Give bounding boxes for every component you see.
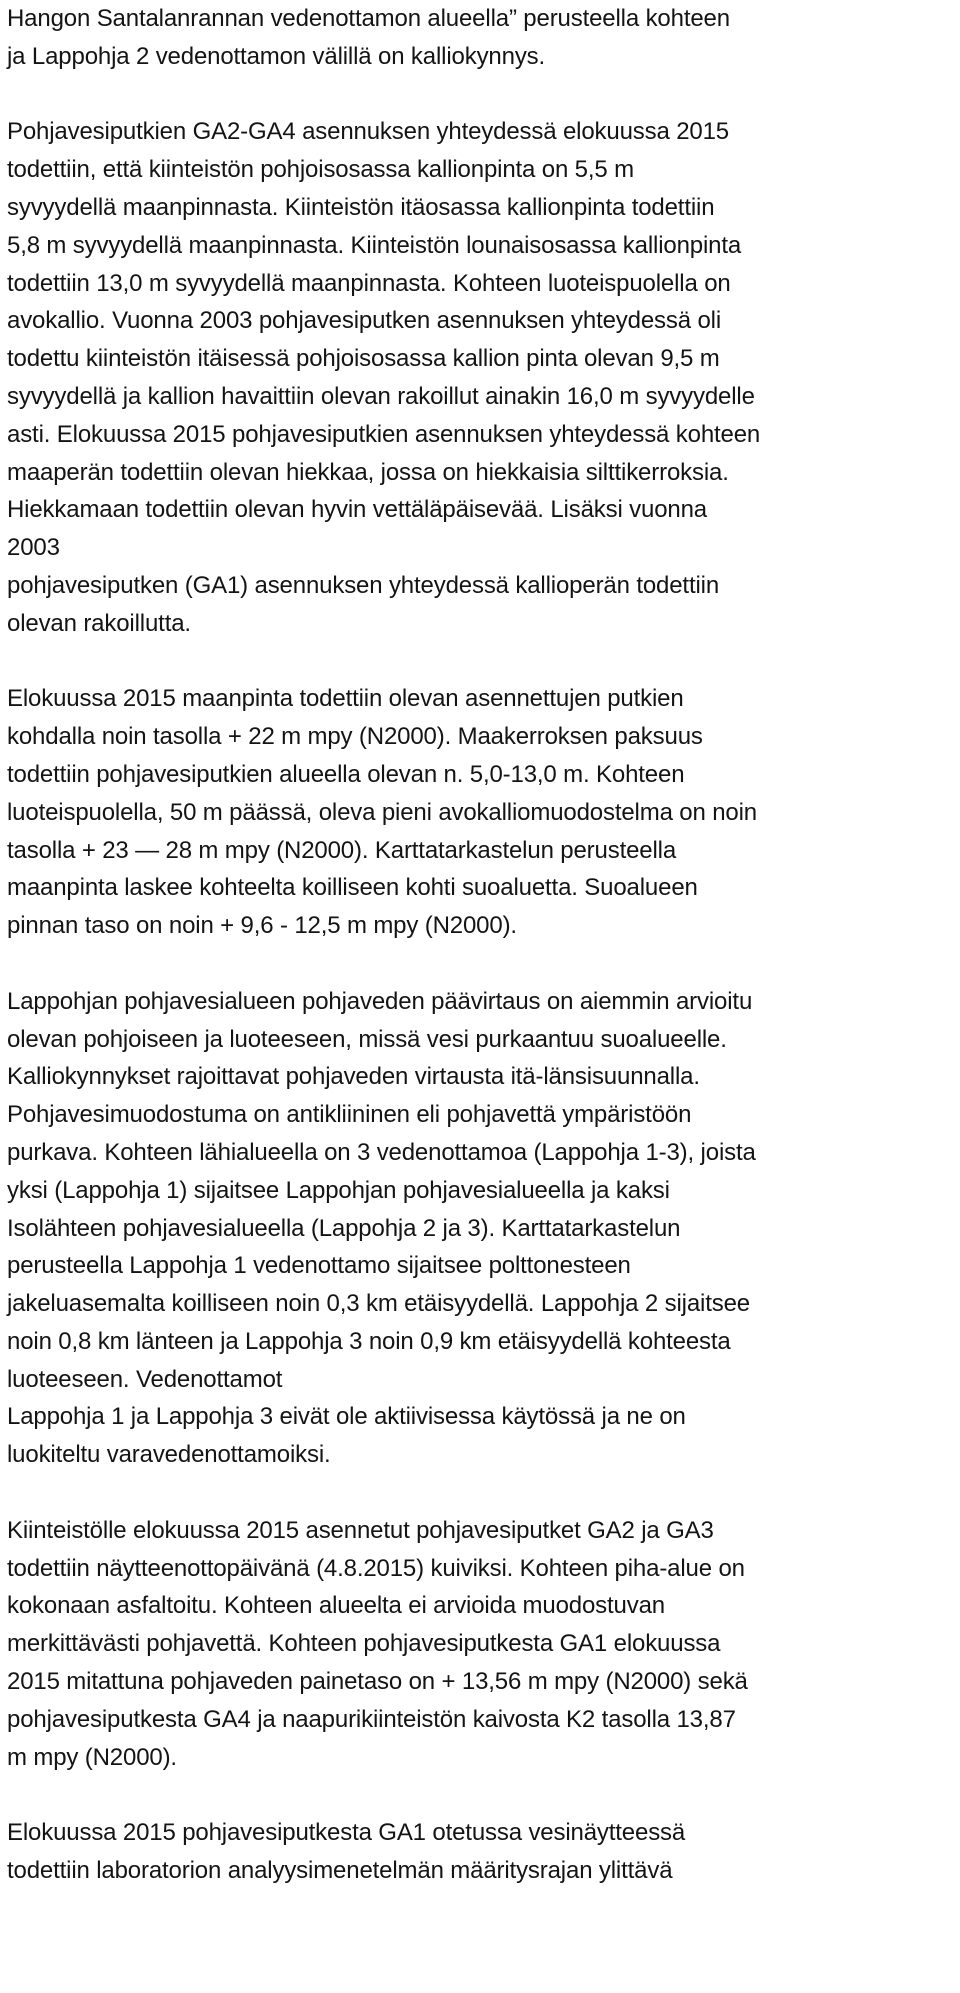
text-line: luoteeseen. Vedenottamot xyxy=(7,1365,283,1393)
text-line: perusteella Lappohja 1 vedenottamo sijaitsee polttonesteen xyxy=(7,1252,631,1280)
text-line: noin 0,8 km länteen ja Lappohja 3 noin 0,9 km etäisyydellä kohteesta xyxy=(7,1327,731,1355)
text-line: kokonaan asfaltoitu. Kohteen alueelta ei arvioida muodostuvan xyxy=(7,1592,665,1620)
text-line: 5,8 m syvyydellä maanpinnasta. Kiinteistön lounaisosassa kallionpinta xyxy=(7,231,742,259)
text-line: Pohjavesimuodostuma on antikliininen eli pohjavettä ympäristöön xyxy=(7,1101,692,1129)
text-line: olevan rakoillutta. xyxy=(7,609,191,637)
text-line: maaperän todettiin olevan hiekkaa, jossa on hiekkaisia silttikerroksia. xyxy=(7,458,729,486)
text-line: Hiekkamaan todettiin olevan hyvin vettäläpäisevää. Lisäksi vuonna xyxy=(7,496,708,524)
text-line: todettu kiinteistön itäisessä pohjoisosassa kallion pinta olevan 9,5 m xyxy=(7,345,720,373)
text-line: 2015 mitattuna pohjaveden painetaso on + 13,56 m mpy (N2000) sekä xyxy=(7,1668,748,1696)
text-line: Pohjavesiputkien GA2-GA4 asennuksen yhteydessä elokuussa 2015 xyxy=(7,118,729,146)
text-line: Isolähteen pohjavesialueella (Lappohja 2 ja 3). Karttatarkastelun xyxy=(7,1214,681,1242)
text-line: jakeluasemalta koilliseen noin 0,3 km etäisyydellä. Lappohja 2 sijaitsee xyxy=(7,1290,750,1318)
text-line: syvyydellä ja kallion havaittiin olevan rakoillut ainakin 16,0 m syvyydelle xyxy=(7,382,755,410)
text-line: Elokuussa 2015 pohjavesiputkesta GA1 otetussa vesinäytteessä xyxy=(7,1819,686,1847)
text-line: tasolla + 23 — 28 m mpy (N2000). Karttatarkastelun perusteella xyxy=(7,836,677,864)
text-line: m mpy (N2000). xyxy=(7,1743,177,1771)
text-line: Elokuussa 2015 maanpinta todettiin olevan asennettujen putkien xyxy=(7,685,684,713)
paragraph-gap xyxy=(7,76,952,114)
text-line: Lappohja 1 ja Lappohja 3 eivät ole aktiivisessa käytössä ja ne on xyxy=(7,1403,686,1431)
text-line: luoteispuolella, 50 m päässä, oleva pieni avokalliomuodostelma on noin xyxy=(7,798,757,826)
text-line: Kalliokynnykset rajoittavat pohjaveden virtausta itä-länsisuunnalla. xyxy=(7,1063,700,1091)
paragraph-gap xyxy=(7,643,952,681)
text-line: pohjavesiputken (GA1) asennuksen yhteydessä kallioperän todettiin xyxy=(7,571,720,599)
text-line: ja Lappohja 2 vedenottamon välillä on kalliokynnys. xyxy=(7,42,546,70)
text-line: avokallio. Vuonna 2003 pohjavesiputken asennuksen yhteydessä oli xyxy=(7,307,722,335)
text-line: Kiinteistölle elokuussa 2015 asennetut pohjavesiputket GA2 ja GA3 xyxy=(7,1516,714,1544)
text-line: todettiin, että kiinteistön pohjoisosassa kallionpinta on 5,5 m xyxy=(7,156,634,184)
text-line: todettiin näytteenottopäivänä (4.8.2015) kuiviksi. Kohteen piha-alue on xyxy=(7,1554,745,1582)
text-line: kohdalla noin tasolla + 22 m mpy (N2000). Maakerroksen paksuus xyxy=(7,723,703,751)
text-line: syvyydellä maanpinnasta. Kiinteistön itäosassa kallionpinta todettiin xyxy=(7,193,715,221)
text-line: maanpinta laskee kohteelta koilliseen kohti suoaluetta. Suoalueen xyxy=(7,874,698,902)
paragraph-gap xyxy=(7,1776,952,1814)
text-line: 2003 xyxy=(7,534,60,562)
text-line: merkittävästi pohjavettä. Kohteen pohjavesiputkesta GA1 elokuussa xyxy=(7,1630,721,1658)
text-line: pinnan taso on noin + 9,6 - 12,5 m mpy (N2000). xyxy=(7,912,517,940)
text-line: purkava. Kohteen lähialueella on 3 vedenottamoa (Lappohja 1-3), joista xyxy=(7,1138,756,1166)
text-line: pohjavesiputkesta GA4 ja naapurikiinteistön kaivosta K2 tasolla 13,87 xyxy=(7,1705,736,1733)
text-line: luokiteltu varavedenottamoiksi. xyxy=(7,1441,331,1469)
text-line: todettiin laboratorion analyysimenetelmän määritysrajan ylittävä xyxy=(7,1857,673,1885)
paragraph-gap xyxy=(7,945,952,983)
text-line: Lappohjan pohjavesialueen pohjaveden päävirtaus on aiemmin arvioitu xyxy=(7,987,753,1015)
text-line: Hangon Santalanrannan vedenottamon alueella” perusteella kohteen xyxy=(7,5,730,32)
text-line: asti. Elokuussa 2015 pohjavesiputkien asennuksen yhteydessä kohteen xyxy=(7,420,761,448)
document-page xyxy=(7,0,952,1890)
text-line: todettiin 13,0 m syvyydellä maanpinnasta. Kohteen luoteispuolella on xyxy=(7,269,731,297)
text-line: yksi (Lappohja 1) sijaitsee Lappohjan pohjavesialueella ja kaksi xyxy=(7,1176,670,1204)
text-line: olevan pohjoiseen ja luoteeseen, missä vesi purkaantuu suoalueelle. xyxy=(7,1025,727,1053)
text-line: todettiin pohjavesiputkien alueella olevan n. 5,0-13,0 m. Kohteen xyxy=(7,760,685,788)
paragraph-gap xyxy=(7,1474,952,1512)
